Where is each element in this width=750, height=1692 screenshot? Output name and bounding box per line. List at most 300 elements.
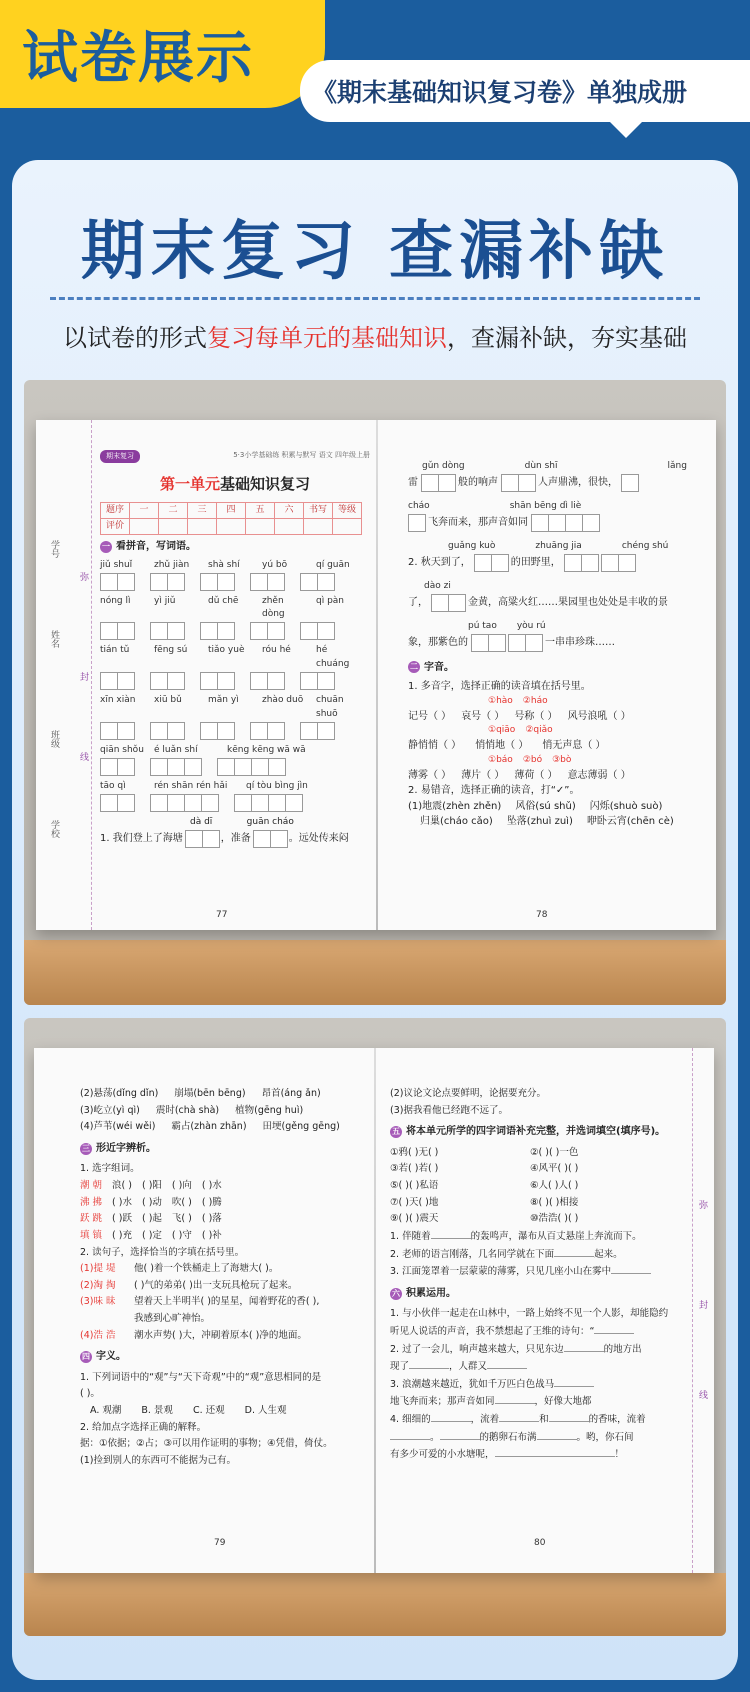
answer-item: 哀号（ ） — [461, 710, 505, 722]
writing-box[interactable] — [250, 722, 284, 740]
pinyin-label: mǎn yì — [208, 695, 239, 706]
grid-cell — [217, 758, 235, 776]
sentence-text: ，好像大地都 — [534, 1396, 592, 1408]
section-3-label: 形近字辨析。 — [96, 1142, 156, 1154]
pinyin-row — [408, 580, 708, 594]
page-number: 77 — [216, 910, 228, 920]
grid-cell — [150, 722, 168, 740]
pinyin-label: xīn xiàn — [100, 695, 136, 706]
grid-cell — [268, 794, 286, 812]
subtitle-notch — [606, 118, 646, 138]
pinyin-row — [408, 540, 708, 554]
blank-line[interactable] — [564, 1341, 604, 1352]
wood-table — [24, 940, 726, 1005]
page-header — [100, 450, 370, 463]
writing-box[interactable] — [300, 722, 334, 740]
question-text: 1. 与小伙伴一起走在山林中，一路上始终不见一个人影，却能隐约 — [390, 1308, 669, 1320]
blank-line[interactable] — [499, 1411, 539, 1422]
option-item[interactable]: D. 人生观 — [244, 1405, 287, 1416]
sentence-text: 飞奔而来，那声音如同 — [428, 517, 528, 529]
pinyin-row — [408, 460, 708, 474]
answer-item: 号称（ ） — [514, 710, 558, 722]
writing-box[interactable] — [471, 634, 505, 652]
book-spine — [374, 1048, 376, 1573]
writing-box[interactable] — [234, 794, 302, 812]
writing-box[interactable] — [531, 514, 599, 532]
writing-box[interactable] — [150, 672, 184, 690]
score-head: 三 — [188, 503, 217, 519]
sentence-choice-row — [80, 1311, 365, 1328]
grid-cell — [300, 672, 318, 690]
page-number: 80 — [534, 1538, 546, 1548]
section-4-title — [80, 1348, 365, 1366]
open-book-1 — [36, 420, 716, 930]
margin-label-school: 学校 — [49, 820, 59, 838]
score-eval-row — [101, 519, 362, 535]
blank-line[interactable] — [554, 1246, 594, 1257]
score-cell — [304, 519, 333, 535]
grid-cell — [267, 573, 285, 591]
page-number: 79 — [214, 1538, 226, 1548]
choice-blank[interactable]: ( )守 — [171, 1229, 192, 1241]
question-text: 1. 选字组词。 — [80, 1163, 140, 1175]
answer-item: 薄雾（ ） — [408, 769, 452, 781]
sentence-row — [408, 514, 708, 532]
char-pair: (3)味 昧 — [80, 1296, 116, 1308]
reading-option: ②háo — [522, 695, 548, 706]
wood-table — [24, 1573, 726, 1636]
grid-row — [100, 573, 370, 591]
sentence-text: 的香味，流着 — [588, 1414, 646, 1425]
grid-cell — [317, 672, 335, 690]
fill-sentence — [390, 1376, 680, 1394]
sentence-text: 金黄，高粱火红……果园里也处处是丰收的景 — [468, 597, 668, 608]
word-choice-row — [80, 1228, 365, 1245]
choice-blank[interactable]: 吹( ) — [171, 1196, 192, 1208]
unit-title-red: 第一单元 — [159, 474, 220, 493]
pinyin-label: qiān shǒu — [100, 745, 144, 756]
unit-title — [100, 473, 370, 496]
grid-cell — [285, 794, 303, 812]
margin-label-class: 班级 — [49, 730, 59, 748]
sentence-text: 和 — [539, 1414, 549, 1425]
blank-line[interactable] — [537, 1429, 577, 1440]
choice-blank[interactable]: ( )水 — [201, 1180, 222, 1191]
fill-sentence — [390, 1263, 680, 1281]
question-text: (1)捡到别人的东西可不能据为己有。 — [80, 1454, 236, 1466]
answer-item: 悄悄地（ ） — [475, 740, 529, 752]
writing-box[interactable] — [250, 573, 284, 591]
sentence-text: 般的响声 — [458, 477, 498, 489]
writing-box[interactable] — [300, 672, 334, 690]
grid-cell — [184, 794, 202, 812]
answer-item: 悄无声息（ ） — [542, 740, 606, 752]
grid-cell — [100, 622, 118, 640]
section-5-label: 将本单元所学的四字词语补充完整，并选词填空(填序号)。 — [406, 1126, 666, 1138]
seal-mark: 线 — [80, 753, 90, 763]
pinyin-label: chéng shú — [621, 540, 669, 551]
sentence-choice-row — [80, 1261, 365, 1278]
writing-box[interactable] — [250, 622, 284, 640]
grid-cell — [250, 722, 268, 740]
sentence-row — [408, 554, 708, 572]
idiom-row — [390, 1178, 680, 1195]
grid-cell — [167, 573, 185, 591]
pinyin-label: dùn shī — [524, 461, 558, 471]
grid-cell — [167, 722, 185, 740]
grid-cell — [100, 722, 118, 740]
answer-item: 霸占(zhàn zhān) — [171, 1121, 247, 1133]
seal-mark: 线 — [698, 1391, 708, 1401]
sentence-text: 望着天上半明半( )的星星，闻着野花的香( ), — [134, 1296, 320, 1308]
score-head: 题序 — [101, 503, 130, 519]
unit-title-rest: 基础知识复习 — [220, 474, 311, 493]
option-item[interactable]: B. 景观 — [141, 1405, 173, 1416]
grid-cell — [267, 722, 285, 740]
score-head: 书写 — [304, 503, 333, 519]
fill-sentence — [390, 1411, 680, 1429]
blank-line[interactable] — [554, 1376, 594, 1387]
question-text: (3)据我看他已经跑不远了。 — [390, 1104, 508, 1116]
section-number-icon: 四 — [82, 1352, 90, 1361]
blank-line[interactable] — [495, 1446, 615, 1457]
choice-blank[interactable]: ( )定 — [141, 1229, 162, 1241]
char-pair: (2)淘 掏 — [80, 1279, 116, 1291]
writing-box[interactable] — [621, 474, 638, 492]
blank-line[interactable] — [440, 1429, 480, 1440]
grid-cell — [267, 672, 285, 690]
pinyin-label: guǎng kuò — [448, 540, 496, 551]
score-table — [100, 502, 362, 535]
char-pair: 跃 跳 — [80, 1213, 103, 1225]
grid-cell — [117, 573, 135, 591]
blank-line[interactable] — [549, 1411, 589, 1422]
answer-item: 闪烁(shuò suò) — [589, 800, 663, 812]
pinyin-label: xiū bǔ — [154, 695, 182, 706]
option-item[interactable]: A. 观潮 — [90, 1405, 122, 1416]
section-6-label: 积累运用。 — [406, 1287, 456, 1299]
idiom-item: ③若( )若( ) — [390, 1163, 439, 1175]
score-cell — [275, 519, 304, 535]
reading-option: ①báo — [488, 754, 513, 765]
sentence-text: 1. 伴随着 — [390, 1230, 431, 1242]
idiom-row — [390, 1195, 680, 1212]
writing-box[interactable] — [200, 722, 234, 740]
grid-row — [100, 722, 370, 740]
answer-item: 植物(gēng huì) — [235, 1104, 304, 1116]
pinyin-label: shān bēng dì liè — [509, 500, 582, 511]
sentence-row — [408, 474, 708, 492]
grid-cell — [251, 758, 269, 776]
answer-row — [408, 709, 708, 725]
sentence-text: 。 — [430, 1431, 440, 1443]
grid-row — [100, 794, 370, 812]
writing-box[interactable] — [300, 573, 334, 591]
idiom-item: ⑨( )( )震天 — [390, 1213, 439, 1225]
grid-cell — [200, 672, 218, 690]
answer-item: (4)芦苇(wéi wěi) — [80, 1121, 156, 1133]
choice-blank[interactable]: ( )充 — [112, 1229, 132, 1241]
answer-item: 风俗(sú shǔ) — [515, 800, 576, 812]
intro-highlight: 复习每单元的基础知识 — [207, 324, 447, 352]
score-head: 二 — [159, 503, 188, 519]
section-2-label: 字音。 — [424, 661, 454, 673]
question-text: 据：①依据；②占；③可以用作证明的事物；④凭借，倚仗。 — [80, 1438, 333, 1450]
writing-box[interactable] — [421, 474, 455, 492]
series-label: 5·3小学基础练 积累与默写 语文 四年级上册 — [233, 451, 370, 459]
open-book-2 — [34, 1048, 714, 1573]
writing-box[interactable] — [185, 830, 219, 848]
question-text: 2. 给加点字选择正确的解释。 — [80, 1421, 207, 1433]
answer-item: 薄片（ ） — [461, 769, 505, 781]
pinyin-label: hé chuáng — [316, 645, 350, 670]
section-6-title — [390, 1285, 680, 1303]
grid-cell — [150, 758, 168, 776]
pinyin-row — [100, 644, 370, 672]
section-4-label: 字义。 — [96, 1351, 126, 1363]
seal-mark: 封 — [698, 1301, 708, 1311]
pinyin-label: cháo — [408, 500, 430, 511]
sentence-text: 起来。 — [594, 1248, 623, 1260]
grid-cell — [150, 794, 168, 812]
sentence-text: 4. 细细的 — [390, 1414, 431, 1425]
sentence-choice-row — [80, 1328, 365, 1345]
sentence-choice-list — [80, 1261, 365, 1344]
grid-cell — [250, 573, 268, 591]
reading-option: ①hào — [488, 695, 513, 706]
answer-item: 咿卧云宵(chēn cè) — [586, 816, 674, 827]
intro-post: ，查漏补缺，夯实基础 — [447, 324, 687, 352]
score-head: 四 — [217, 503, 246, 519]
fill-sentence — [390, 1429, 680, 1447]
book-spine — [376, 420, 378, 930]
sentence-text: 了， — [408, 597, 428, 608]
blank-line[interactable] — [611, 1263, 651, 1274]
blank-line[interactable] — [487, 1358, 527, 1369]
choice-blank[interactable]: ( )水 — [112, 1196, 132, 1208]
writing-box[interactable] — [250, 672, 284, 690]
pinyin-row — [408, 500, 708, 514]
answer-item: 静悄悄（ ） — [408, 740, 462, 752]
writing-box[interactable] — [200, 573, 234, 591]
idiom-row — [390, 1211, 680, 1228]
writing-box[interactable] — [100, 794, 134, 812]
idiom-item: ④风平( )( ) — [530, 1163, 579, 1175]
writing-box[interactable] — [501, 474, 535, 492]
writing-box[interactable] — [150, 722, 184, 740]
grid-cell — [150, 573, 168, 591]
pinyin-label: zhuāng jia — [535, 540, 582, 551]
writing-box[interactable] — [100, 622, 134, 640]
fill-sentence — [390, 1323, 680, 1341]
grid-cell — [150, 622, 168, 640]
pinyin-label: lǎng — [667, 461, 687, 471]
blank-line[interactable] — [431, 1411, 471, 1422]
answer-item: 意志薄弱（ ） — [567, 769, 631, 781]
score-cell — [130, 519, 159, 535]
blank-line[interactable] — [431, 1228, 471, 1239]
pinyin-row — [100, 559, 370, 573]
blank-line[interactable] — [390, 1429, 430, 1440]
blank-line[interactable] — [409, 1358, 449, 1369]
idiom-row — [390, 1161, 680, 1178]
grid-cell — [100, 672, 118, 690]
pinyin-label: qí tòu bìng jìn — [246, 781, 308, 792]
choice-blank[interactable]: ( )起 — [141, 1213, 162, 1225]
blank-line[interactable] — [594, 1323, 634, 1334]
choice-blank[interactable]: 浪( ) — [112, 1180, 132, 1191]
writing-box[interactable] — [200, 622, 234, 640]
grid-cell — [117, 722, 135, 740]
reading-option: ②qiǎo — [525, 725, 553, 736]
writing-box[interactable] — [100, 573, 134, 591]
writing-box[interactable] — [100, 722, 134, 740]
option-item[interactable]: C. 还观 — [192, 1405, 225, 1416]
score-head: 五 — [246, 503, 275, 519]
grid-cell — [217, 573, 235, 591]
reading-options — [408, 695, 708, 709]
choice-blank[interactable]: 飞( ) — [171, 1213, 192, 1225]
pinyin-label: é luǎn shí — [154, 745, 198, 756]
left-page — [100, 450, 370, 848]
choice-blank[interactable]: ( )向 — [171, 1180, 192, 1191]
pinyin-label: yì jiǔ — [154, 595, 176, 606]
idiom-item: ⑩浩浩( )( ) — [530, 1213, 579, 1225]
score-head-row — [101, 503, 362, 519]
book-photo-2 — [24, 1018, 726, 1636]
writing-box[interactable] — [100, 758, 134, 776]
subtitle-text: 《期末基础知识复习卷》单独成册 — [312, 78, 688, 107]
char-pair: 沸 拂 — [80, 1196, 103, 1208]
char-pair — [80, 1311, 128, 1328]
book-photo-1 — [24, 380, 726, 1005]
pinyin-label: zhěn dòng — [262, 595, 285, 620]
fill-sentence — [390, 1358, 680, 1376]
pinyin-label: qí guān — [316, 559, 350, 570]
pinyin-row — [100, 694, 370, 722]
score-head: 一 — [130, 503, 159, 519]
section-tag-text: 试卷展示 — [22, 26, 254, 91]
section-3-title — [80, 1140, 365, 1158]
grid-cell — [267, 622, 285, 640]
pinyin-label: dào zi — [424, 580, 451, 591]
writing-box[interactable] — [200, 672, 234, 690]
answer-item: 归巢(cháo cǎo) — [420, 816, 493, 827]
pinyin-label: shà shí — [208, 559, 240, 570]
seal-mark: 封 — [80, 673, 90, 683]
sentence-choice-row — [80, 1294, 365, 1311]
word-choice-row — [80, 1211, 365, 1228]
choice-blank[interactable]: ( )动 — [141, 1196, 162, 1208]
score-cell — [246, 519, 275, 535]
score-eval-label: 评价 — [101, 519, 130, 535]
right-page — [390, 1086, 680, 1464]
writing-box[interactable] — [150, 794, 218, 812]
choice-blank[interactable]: ( )落 — [201, 1213, 222, 1225]
word-choice-row — [80, 1178, 365, 1195]
choice-blank[interactable]: ( )阳 — [141, 1180, 162, 1191]
answer-item: 震时(chà shà) — [155, 1104, 220, 1116]
writing-box[interactable] — [508, 634, 542, 652]
pinyin-label: zhǔ jiàn — [154, 559, 190, 570]
choice-blank[interactable]: ( )跃 — [112, 1213, 132, 1225]
question-text: ( )。 — [80, 1388, 100, 1400]
pinyin-label: gǔn dòng — [422, 461, 465, 471]
section-5-title — [390, 1123, 680, 1141]
fill-sentence — [390, 1246, 680, 1264]
answer-row — [408, 799, 708, 815]
answer-item: 昂首(áng ǎn) — [261, 1088, 321, 1099]
score-cell — [159, 519, 188, 535]
pinyin-label: yú bō — [262, 559, 288, 570]
pinyin-label: guān cháo — [246, 817, 294, 828]
pinyin-label: chuān shuō — [316, 695, 344, 720]
margin-label-name: 姓名 — [49, 630, 59, 648]
section-number-icon: 三 — [82, 1143, 90, 1153]
pinyin-label: dǔ chē — [208, 595, 239, 606]
fill-sentence — [390, 1393, 680, 1411]
choice-blank[interactable]: ( )腾 — [201, 1196, 222, 1208]
writing-box[interactable] — [100, 672, 134, 690]
pinyin-label: qì pàn — [316, 595, 345, 606]
divider — [50, 297, 700, 300]
writing-box[interactable] — [300, 622, 334, 640]
right-page — [408, 460, 708, 830]
question-text: 2. 易错音，选择正确的读音，打“✓”。 — [408, 785, 580, 796]
fill-sentence — [390, 1228, 680, 1246]
answer-item: 风号浪吼（ ） — [567, 710, 631, 722]
answer-row — [408, 738, 708, 754]
answer-item: 薄荷（ ） — [514, 769, 558, 781]
writing-box[interactable] — [217, 758, 285, 776]
answer-row — [80, 1119, 365, 1136]
sentence-text: ( )气的弟弟( )出一支玩具枪玩了起来。 — [134, 1279, 298, 1291]
score-head: 等级 — [333, 503, 362, 519]
writing-box[interactable] — [408, 514, 425, 532]
sentence-text: 有多少可爱的小水塘呢， — [390, 1449, 495, 1461]
pinyin-row — [100, 744, 370, 758]
sentence-text: 我感到心旷神怡。 — [134, 1313, 211, 1324]
writing-box[interactable] — [431, 594, 465, 612]
idiom-item: ⑦( )天( )地 — [390, 1196, 439, 1208]
grid-cell — [300, 622, 318, 640]
grid-cell — [201, 794, 219, 812]
grid-cell — [150, 672, 168, 690]
writing-box[interactable] — [150, 758, 201, 776]
writing-box[interactable] — [150, 573, 184, 591]
grid-cell — [234, 794, 252, 812]
writing-box[interactable] — [564, 554, 598, 572]
choice-blank[interactable]: ( )补 — [201, 1229, 222, 1241]
sentence-text: 2. 秋天到了， — [408, 557, 471, 569]
idiom-item: ⑤( )( )私语 — [390, 1180, 439, 1191]
grid-cell — [300, 722, 318, 740]
pinyin-label: rén shān rén hǎi — [154, 781, 228, 792]
pinyin-label: zhào duō — [262, 695, 304, 706]
sentence-text: 的轰鸣声，瀑布从百丈悬崖上奔流而下。 — [470, 1230, 642, 1242]
sentence-text: ，流着 — [470, 1414, 500, 1425]
writing-box[interactable] — [601, 554, 635, 572]
section-number-icon: 六 — [392, 1288, 400, 1298]
writing-box[interactable] — [150, 622, 184, 640]
sentence-choice-row — [80, 1278, 365, 1295]
writing-box[interactable] — [474, 554, 508, 572]
grid-row — [100, 758, 370, 776]
grid-cell — [200, 622, 218, 640]
answer-item: 坠落(zhuì zuì) — [506, 816, 573, 827]
writing-box[interactable] — [253, 830, 287, 848]
blank-line[interactable] — [495, 1393, 535, 1404]
